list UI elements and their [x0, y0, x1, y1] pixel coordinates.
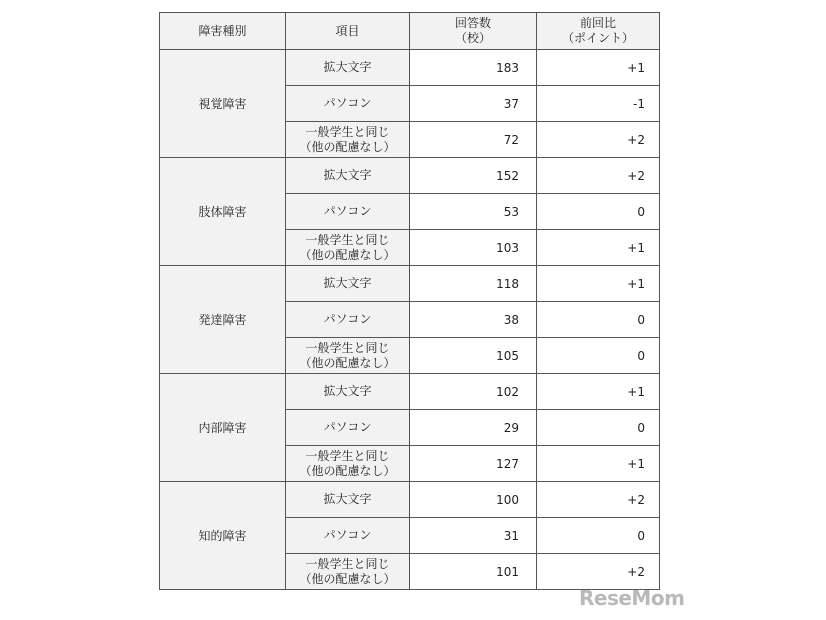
item-cell: 拡大文字 — [286, 482, 410, 518]
survey-table — [159, 12, 660, 590]
delta-cell: +1 — [537, 230, 660, 266]
count-cell: 101 — [410, 554, 537, 590]
table-row — [160, 50, 660, 86]
item-cell: 一般学生と同じ （他の配慮なし） — [286, 554, 410, 590]
item-cell: パソコン — [286, 86, 410, 122]
item-cell: 拡大文字 — [286, 158, 410, 194]
count-cell: 118 — [410, 266, 537, 302]
category-cell: 肢体障害 — [160, 158, 286, 266]
header-item: 項目 — [286, 13, 410, 50]
count-cell: 100 — [410, 482, 537, 518]
table-row — [160, 158, 660, 194]
table-body — [160, 50, 660, 590]
table-row — [160, 266, 660, 302]
delta-cell: 0 — [537, 302, 660, 338]
delta-cell: +2 — [537, 554, 660, 590]
count-cell: 102 — [410, 374, 537, 410]
delta-cell: -1 — [537, 86, 660, 122]
category-cell: 知的障害 — [160, 482, 286, 590]
count-cell: 29 — [410, 410, 537, 446]
count-cell: 53 — [410, 194, 537, 230]
delta-cell: +1 — [537, 266, 660, 302]
count-cell: 152 — [410, 158, 537, 194]
item-cell: パソコン — [286, 194, 410, 230]
delta-cell: +2 — [537, 158, 660, 194]
category-cell: 視覚障害 — [160, 50, 286, 158]
item-cell: パソコン — [286, 302, 410, 338]
count-cell: 127 — [410, 446, 537, 482]
count-cell: 183 — [410, 50, 537, 86]
category-cell: 発達障害 — [160, 266, 286, 374]
item-cell: 一般学生と同じ （他の配慮なし） — [286, 446, 410, 482]
count-cell: 72 — [410, 122, 537, 158]
delta-cell: 0 — [537, 518, 660, 554]
delta-cell: +1 — [537, 446, 660, 482]
delta-cell: 0 — [537, 338, 660, 374]
item-cell: 一般学生と同じ （他の配慮なし） — [286, 338, 410, 374]
delta-cell: 0 — [537, 410, 660, 446]
table-row — [160, 374, 660, 410]
delta-cell: +2 — [537, 122, 660, 158]
header-row — [160, 13, 660, 50]
header-count: 回答数 （校） — [410, 13, 537, 50]
delta-cell: +1 — [537, 374, 660, 410]
resemom-logo: ReseMom — [579, 586, 685, 610]
item-cell: 拡大文字 — [286, 374, 410, 410]
category-cell: 内部障害 — [160, 374, 286, 482]
item-cell: 一般学生と同じ （他の配慮なし） — [286, 230, 410, 266]
delta-cell: +1 — [537, 50, 660, 86]
item-cell: 拡大文字 — [286, 50, 410, 86]
delta-cell: 0 — [537, 194, 660, 230]
header-delta: 前回比 （ポイント） — [537, 13, 660, 50]
item-cell: パソコン — [286, 410, 410, 446]
item-cell: 一般学生と同じ （他の配慮なし） — [286, 122, 410, 158]
count-cell: 38 — [410, 302, 537, 338]
delta-cell: +2 — [537, 482, 660, 518]
item-cell: 拡大文字 — [286, 266, 410, 302]
table-row — [160, 482, 660, 518]
item-cell: パソコン — [286, 518, 410, 554]
count-cell: 105 — [410, 338, 537, 374]
count-cell: 103 — [410, 230, 537, 266]
count-cell: 31 — [410, 518, 537, 554]
header-category: 障害種別 — [160, 13, 286, 50]
count-cell: 37 — [410, 86, 537, 122]
